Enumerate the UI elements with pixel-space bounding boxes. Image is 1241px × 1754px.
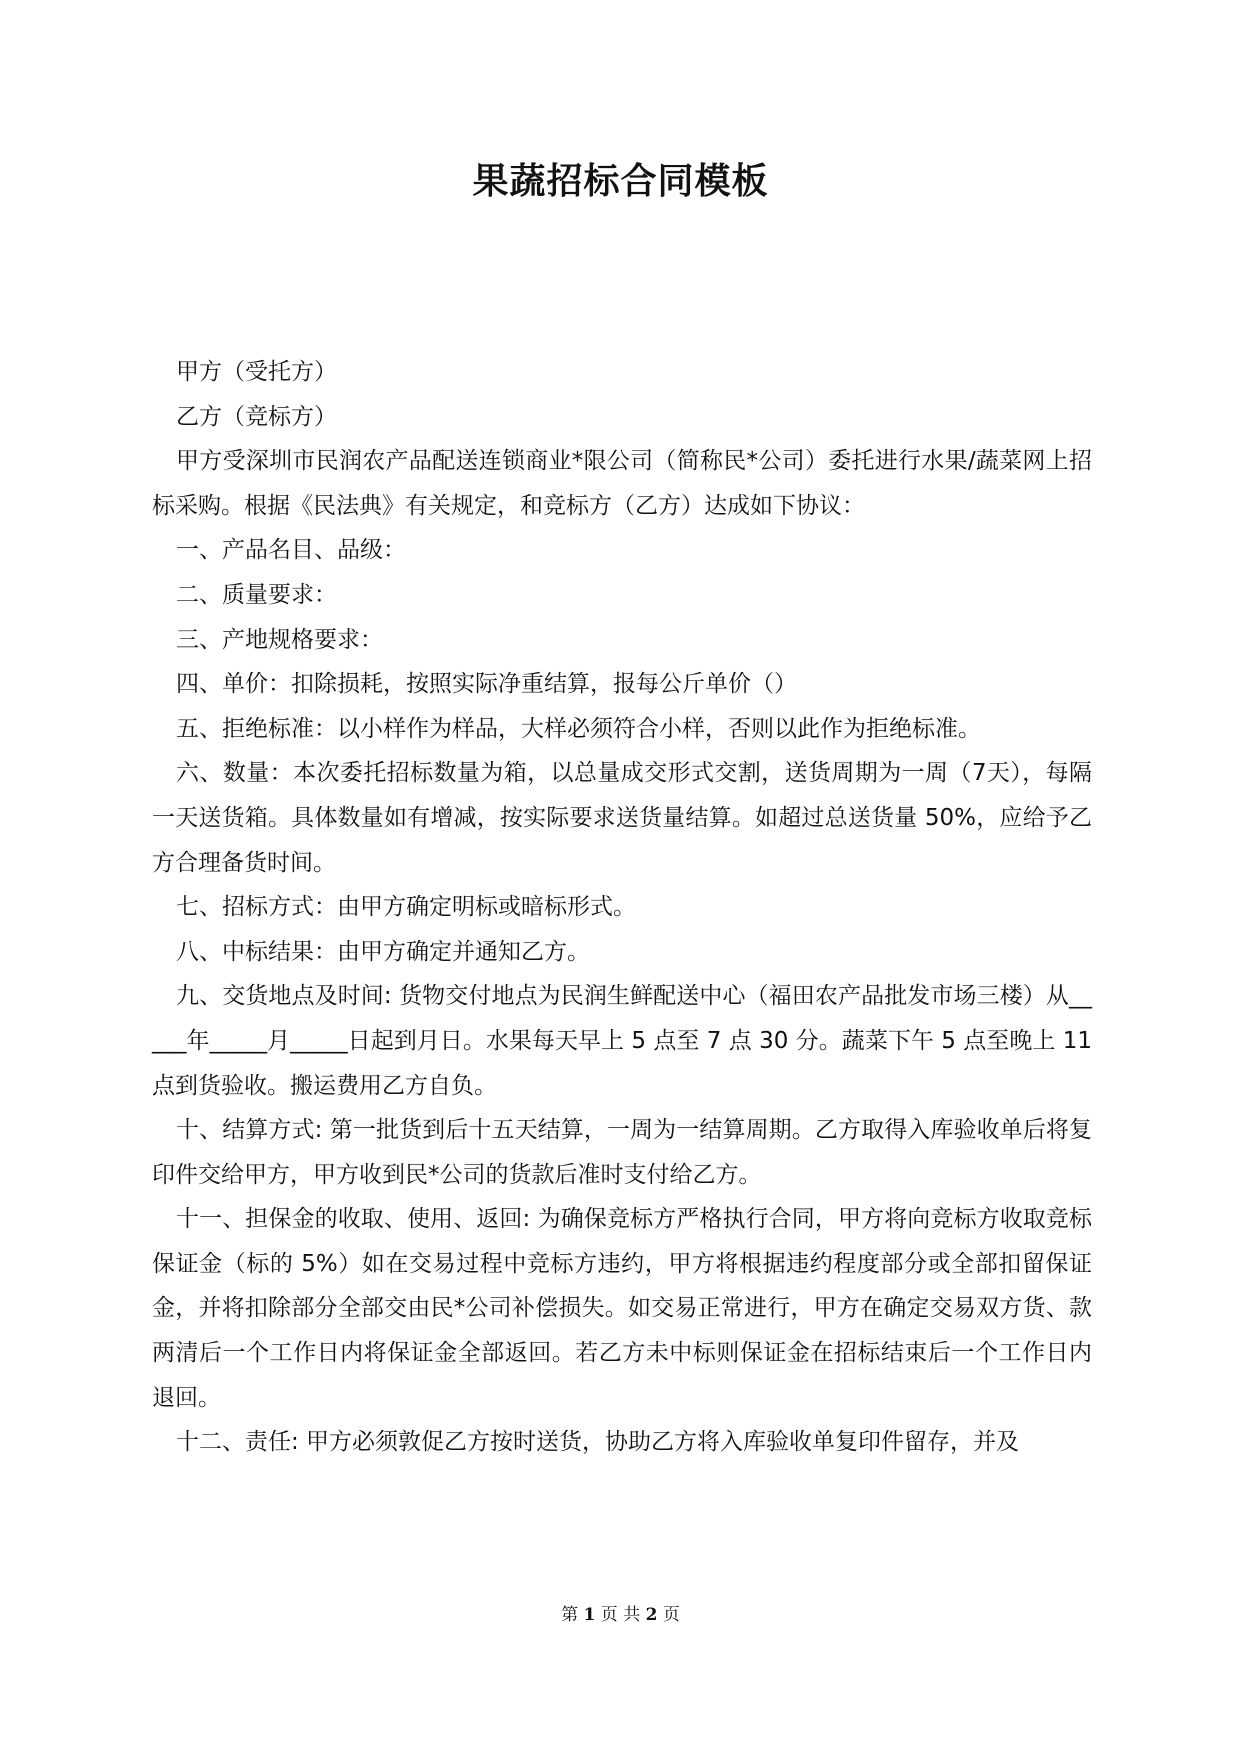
clause-3: 三、产地规格要求： — [176, 626, 383, 653]
total-page-count: 2 — [645, 1605, 658, 1625]
intro-paragraph: 甲方受深圳市民润农产品配送连锁商业*限公司（简称民*公司）委托进行水果/蔬菜网上招标采购。根据《民法典》有关规定，和竞标方（乙方）达成如下协议： — [152, 448, 1092, 519]
clause-9: 九、交货地点及时间: 货物交付地点为民润生鲜配送中心（福田农产品批发市场三楼）从_____年_____月_____日起到月日。水果每天早上 5 点至 7 点 30 分。蔬菜下午 5 点至晚上 11 点到货验收。搬运费用乙方自负。 — [152, 983, 1092, 1099]
clause-10: 十、结算方式: 第一批货到后十五天结算，一周为一结算周期。乙方取得入库验收单后将复印件交给甲方，甲方收到民*公司的货款后准时支付给乙方。 — [152, 1117, 1092, 1188]
clause-11: 十一、担保金的收取、使用、返回: 为确保竞标方严格执行合同，甲方将向竞标方收取竞标保证金（标的 5%）如在交易过程中竞标方违约，甲方将根据违约程度部分或全部扣留保证金，并将扣除部分全部交由民*公司补偿损失。如交易正常进行，甲方在确定交易双方货、款两清后一个工作日内将保证金全部返回。若乙方未中标则保证金在招标结束后一个工作日内退回。 — [152, 1206, 1092, 1411]
clause-1: 一、产品名目、品级： — [176, 537, 406, 564]
footer-middle: 页 共 — [600, 1605, 641, 1625]
document-body — [152, 350, 1092, 1465]
page-number-footer — [0, 1603, 1241, 1627]
footer-suffix: 页 — [662, 1605, 680, 1625]
clause-7: 七、招标方式：由甲方确定明标或暗标形式。 — [176, 894, 636, 921]
current-page-number: 1 — [583, 1605, 596, 1625]
clause-2: 二、质量要求： — [176, 581, 337, 608]
clause-12: 十二、责任: 甲方必须敦促乙方按时送货，协助乙方将入库验收单复印件留存，并及 — [176, 1429, 1020, 1456]
clause-8: 八、中标结果：由甲方确定并通知乙方。 — [176, 938, 590, 965]
clause-5: 五、拒绝标准：以小样作为样品，大样必须符合小样，否则以此作为拒绝标准。 — [176, 715, 981, 742]
clause-6: 六、数量：本次委托招标数量为箱，以总量成交形式交割，送货周期为一周（7天），每隔一天送货箱。具体数量如有增减，按实际要求送货量结算。如超过总送货量 50%，应给予乙方合理备货时间。 — [152, 760, 1092, 876]
party-b-line: 乙方（竞标方） — [176, 403, 337, 430]
document-title: 果蔬招标合同模板 — [472, 161, 769, 202]
party-a-line: 甲方（受托方） — [176, 359, 337, 385]
footer-prefix: 第 — [561, 1605, 579, 1625]
clause-4: 四、单价：扣除损耗，按照实际净重结算，报每公斤单价（） — [176, 671, 797, 698]
